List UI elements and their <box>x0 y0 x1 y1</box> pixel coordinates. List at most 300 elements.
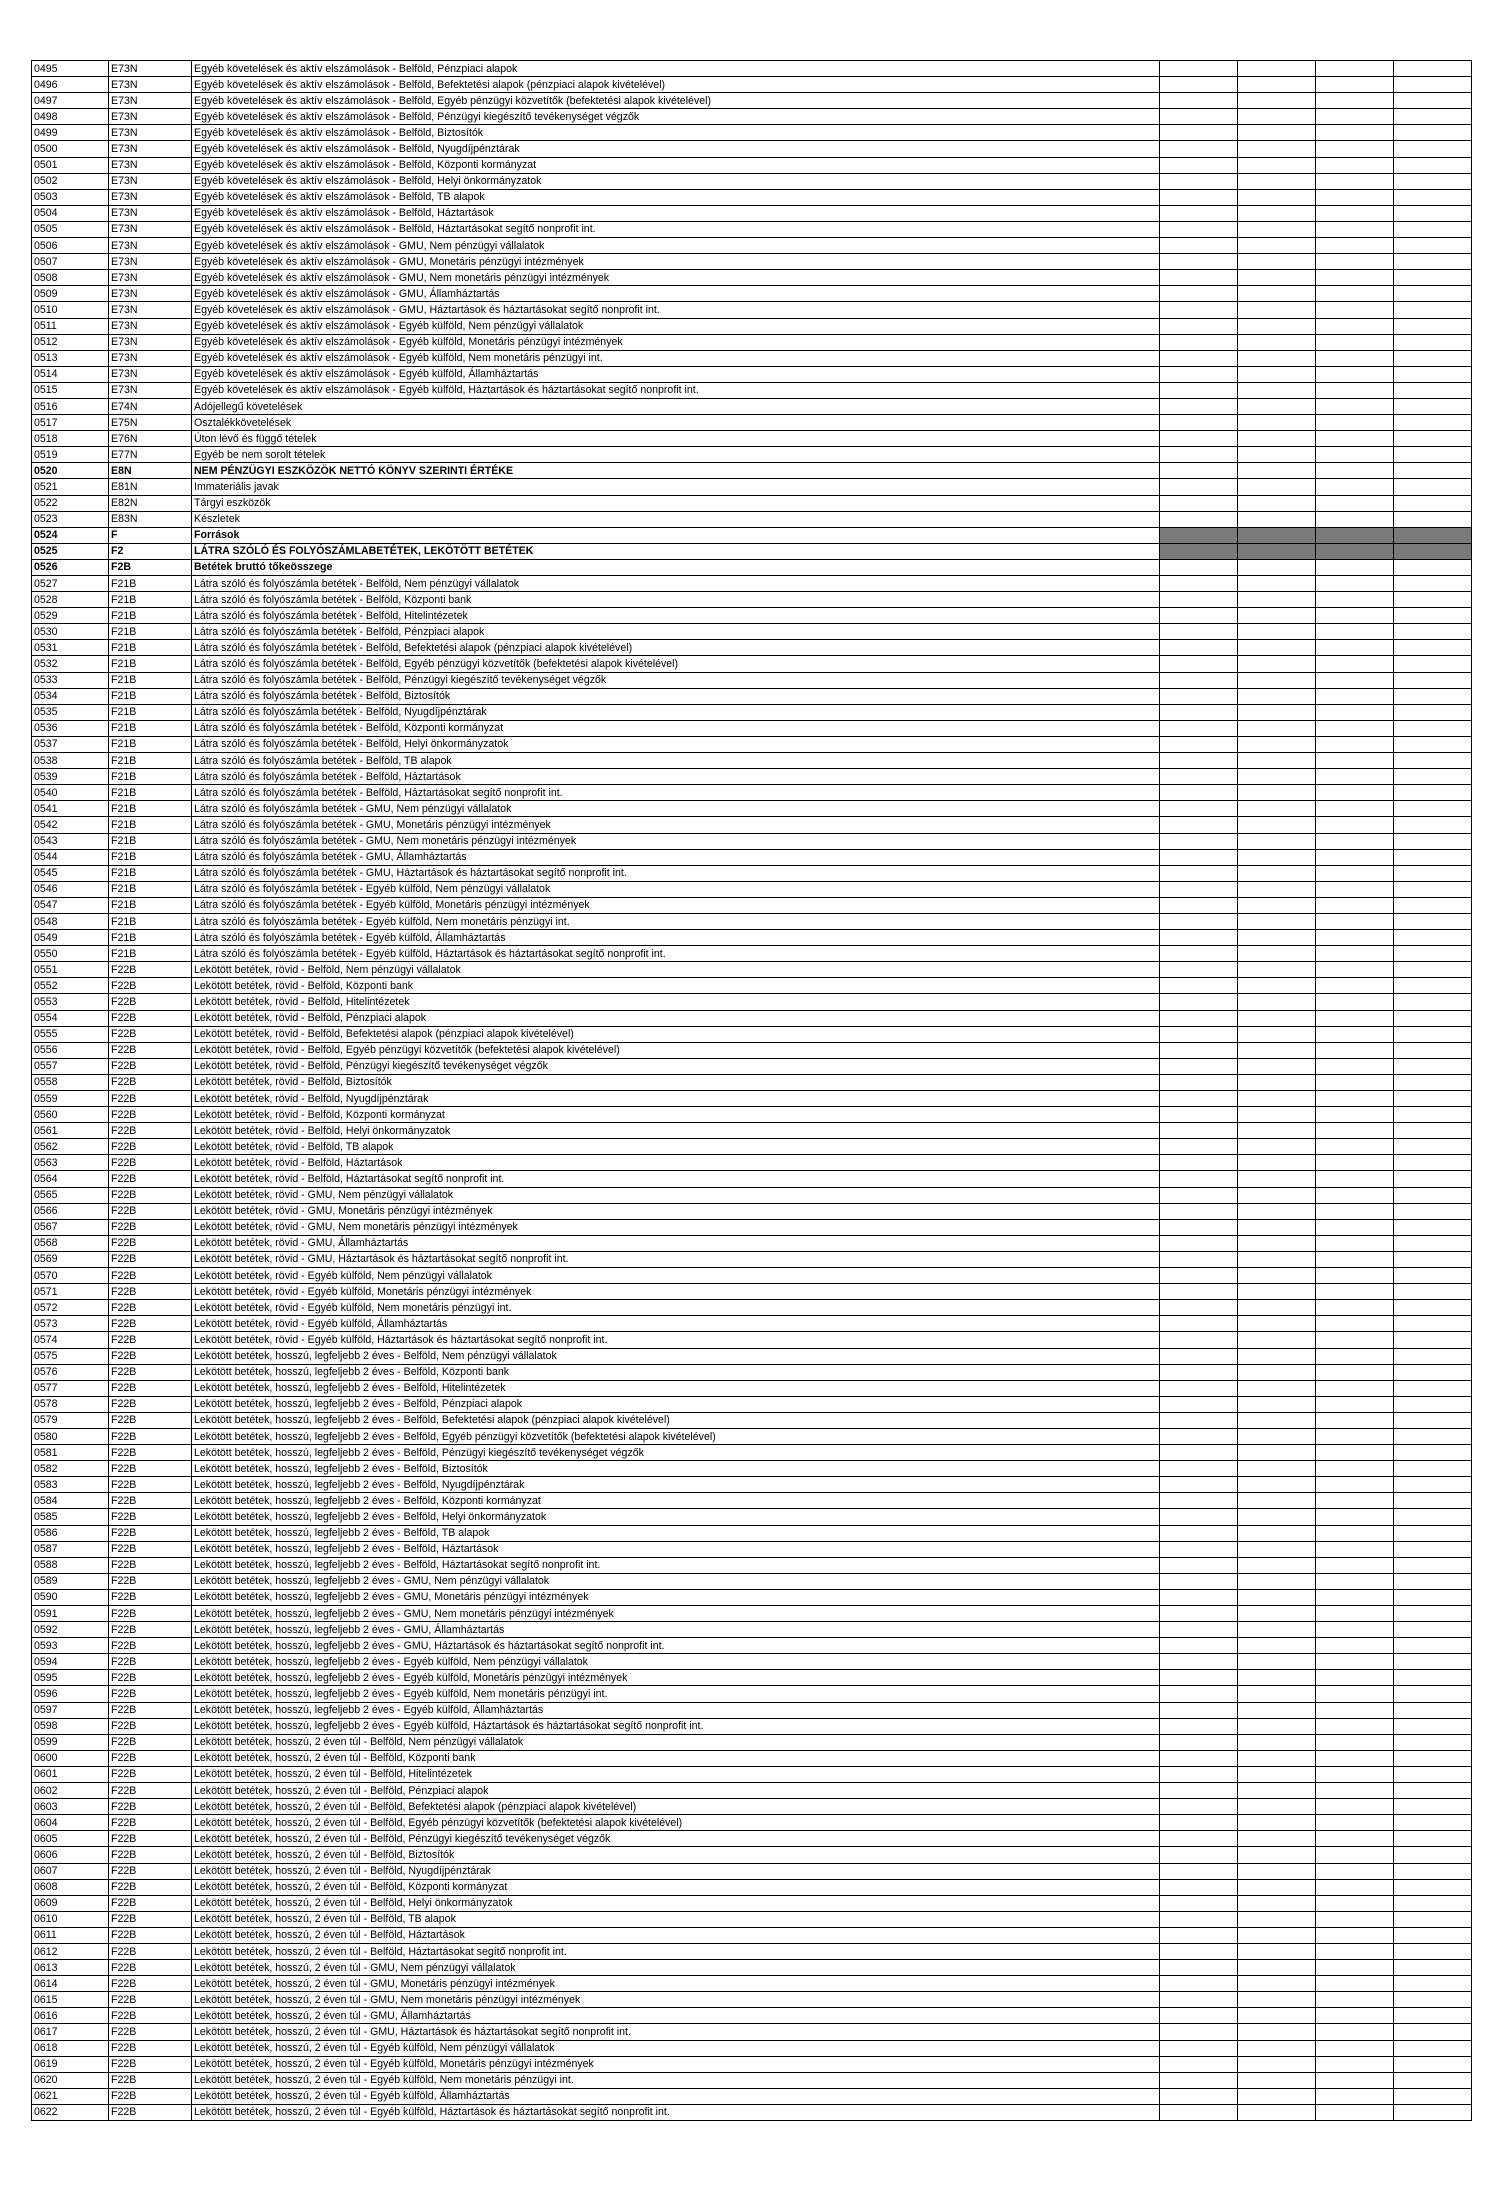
value-cell-1[interactable] <box>1160 431 1238 447</box>
value-cell-3[interactable] <box>1316 157 1394 173</box>
value-cell-3[interactable] <box>1316 254 1394 270</box>
value-cell-2[interactable] <box>1238 946 1316 962</box>
value-cell-3[interactable] <box>1316 962 1394 978</box>
value-cell-4[interactable] <box>1394 1879 1472 1895</box>
value-cell-3[interactable] <box>1316 334 1394 350</box>
value-cell-4[interactable] <box>1394 1026 1472 1042</box>
value-cell-4[interactable] <box>1394 2088 1472 2104</box>
value-cell-3[interactable] <box>1316 865 1394 881</box>
value-cell-1[interactable] <box>1160 1493 1238 1509</box>
value-cell-3[interactable] <box>1316 61 1394 77</box>
value-cell-3[interactable] <box>1316 1139 1394 1155</box>
value-cell-2[interactable] <box>1238 1654 1316 1670</box>
value-cell-2[interactable] <box>1238 495 1316 511</box>
value-cell-1[interactable] <box>1160 1300 1238 1316</box>
value-cell-4[interactable] <box>1394 125 1472 141</box>
value-cell-3[interactable] <box>1316 656 1394 672</box>
value-cell-3[interactable] <box>1316 447 1394 463</box>
value-cell-3[interactable] <box>1316 527 1394 543</box>
value-cell-2[interactable] <box>1238 1139 1316 1155</box>
value-cell-1[interactable] <box>1160 881 1238 897</box>
value-cell-4[interactable] <box>1394 1058 1472 1074</box>
value-cell-3[interactable] <box>1316 1235 1394 1251</box>
value-cell-3[interactable] <box>1316 1348 1394 1364</box>
value-cell-2[interactable] <box>1238 318 1316 334</box>
value-cell-4[interactable] <box>1394 785 1472 801</box>
value-cell-2[interactable] <box>1238 61 1316 77</box>
value-cell-1[interactable] <box>1160 1380 1238 1396</box>
value-cell-2[interactable] <box>1238 1300 1316 1316</box>
value-cell-2[interactable] <box>1238 350 1316 366</box>
value-cell-4[interactable] <box>1394 318 1472 334</box>
value-cell-4[interactable] <box>1394 2024 1472 2040</box>
value-cell-3[interactable] <box>1316 238 1394 254</box>
value-cell-1[interactable] <box>1160 1364 1238 1380</box>
value-cell-3[interactable] <box>1316 302 1394 318</box>
value-cell-1[interactable] <box>1160 1589 1238 1605</box>
value-cell-3[interactable] <box>1316 1412 1394 1428</box>
value-cell-4[interactable] <box>1394 1927 1472 1943</box>
value-cell-4[interactable] <box>1394 415 1472 431</box>
value-cell-3[interactable] <box>1316 576 1394 592</box>
value-cell-1[interactable] <box>1160 1799 1238 1815</box>
value-cell-2[interactable] <box>1238 302 1316 318</box>
value-cell-2[interactable] <box>1238 1879 1316 1895</box>
value-cell-4[interactable] <box>1394 576 1472 592</box>
value-cell-1[interactable] <box>1160 1557 1238 1573</box>
value-cell-1[interactable] <box>1160 672 1238 688</box>
value-cell-1[interactable] <box>1160 543 1238 559</box>
value-cell-4[interactable] <box>1394 1412 1472 1428</box>
value-cell-2[interactable] <box>1238 238 1316 254</box>
value-cell-4[interactable] <box>1394 881 1472 897</box>
value-cell-3[interactable] <box>1316 2072 1394 2088</box>
value-cell-1[interactable] <box>1160 1638 1238 1654</box>
value-cell-2[interactable] <box>1238 1702 1316 1718</box>
value-cell-4[interactable] <box>1394 1654 1472 1670</box>
value-cell-2[interactable] <box>1238 608 1316 624</box>
value-cell-2[interactable] <box>1238 624 1316 640</box>
value-cell-2[interactable] <box>1238 1960 1316 1976</box>
value-cell-2[interactable] <box>1238 1171 1316 1187</box>
value-cell-4[interactable] <box>1394 1428 1472 1444</box>
value-cell-1[interactable] <box>1160 254 1238 270</box>
value-cell-2[interactable] <box>1238 1428 1316 1444</box>
value-cell-3[interactable] <box>1316 1766 1394 1782</box>
value-cell-2[interactable] <box>1238 1525 1316 1541</box>
value-cell-4[interactable] <box>1394 1863 1472 1879</box>
value-cell-2[interactable] <box>1238 688 1316 704</box>
value-cell-3[interactable] <box>1316 1380 1394 1396</box>
value-cell-2[interactable] <box>1238 1573 1316 1589</box>
value-cell-2[interactable] <box>1238 1380 1316 1396</box>
value-cell-3[interactable] <box>1316 431 1394 447</box>
value-cell-4[interactable] <box>1394 141 1472 157</box>
value-cell-1[interactable] <box>1160 1606 1238 1622</box>
value-cell-1[interactable] <box>1160 897 1238 913</box>
value-cell-3[interactable] <box>1316 1042 1394 1058</box>
value-cell-4[interactable] <box>1394 254 1472 270</box>
value-cell-2[interactable] <box>1238 1943 1316 1959</box>
value-cell-3[interactable] <box>1316 1107 1394 1123</box>
value-cell-3[interactable] <box>1316 415 1394 431</box>
value-cell-1[interactable] <box>1160 1783 1238 1799</box>
value-cell-3[interactable] <box>1316 1445 1394 1461</box>
value-cell-3[interactable] <box>1316 1911 1394 1927</box>
value-cell-2[interactable] <box>1238 1187 1316 1203</box>
value-cell-2[interactable] <box>1238 913 1316 929</box>
value-cell-2[interactable] <box>1238 801 1316 817</box>
value-cell-1[interactable] <box>1160 1525 1238 1541</box>
value-cell-4[interactable] <box>1394 1107 1472 1123</box>
value-cell-3[interactable] <box>1316 1927 1394 1943</box>
value-cell-2[interactable] <box>1238 785 1316 801</box>
value-cell-1[interactable] <box>1160 1461 1238 1477</box>
value-cell-3[interactable] <box>1316 1428 1394 1444</box>
value-cell-2[interactable] <box>1238 769 1316 785</box>
value-cell-2[interactable] <box>1238 1638 1316 1654</box>
value-cell-2[interactable] <box>1238 1412 1316 1428</box>
value-cell-1[interactable] <box>1160 1815 1238 1831</box>
value-cell-1[interactable] <box>1160 286 1238 302</box>
value-cell-2[interactable] <box>1238 1541 1316 1557</box>
value-cell-4[interactable] <box>1394 1364 1472 1380</box>
value-cell-3[interactable] <box>1316 2104 1394 2120</box>
value-cell-1[interactable] <box>1160 1734 1238 1750</box>
value-cell-3[interactable] <box>1316 543 1394 559</box>
value-cell-3[interactable] <box>1316 366 1394 382</box>
value-cell-3[interactable] <box>1316 897 1394 913</box>
value-cell-1[interactable] <box>1160 238 1238 254</box>
value-cell-3[interactable] <box>1316 125 1394 141</box>
value-cell-2[interactable] <box>1238 1557 1316 1573</box>
value-cell-2[interactable] <box>1238 1493 1316 1509</box>
value-cell-4[interactable] <box>1394 1445 1472 1461</box>
value-cell-1[interactable] <box>1160 962 1238 978</box>
value-cell-1[interactable] <box>1160 913 1238 929</box>
value-cell-3[interactable] <box>1316 270 1394 286</box>
value-cell-1[interactable] <box>1160 2024 1238 2040</box>
value-cell-4[interactable] <box>1394 1686 1472 1702</box>
value-cell-4[interactable] <box>1394 109 1472 125</box>
value-cell-2[interactable] <box>1238 1927 1316 1943</box>
value-cell-4[interactable] <box>1394 350 1472 366</box>
value-cell-2[interactable] <box>1238 704 1316 720</box>
value-cell-2[interactable] <box>1238 382 1316 398</box>
value-cell-1[interactable] <box>1160 173 1238 189</box>
value-cell-1[interactable] <box>1160 640 1238 656</box>
value-cell-2[interactable] <box>1238 1316 1316 1332</box>
value-cell-1[interactable] <box>1160 318 1238 334</box>
value-cell-3[interactable] <box>1316 2024 1394 2040</box>
value-cell-1[interactable] <box>1160 559 1238 575</box>
value-cell-4[interactable] <box>1394 592 1472 608</box>
value-cell-1[interactable] <box>1160 1251 1238 1267</box>
value-cell-1[interactable] <box>1160 1670 1238 1686</box>
value-cell-4[interactable] <box>1394 238 1472 254</box>
value-cell-2[interactable] <box>1238 1155 1316 1171</box>
value-cell-2[interactable] <box>1238 2008 1316 2024</box>
value-cell-1[interactable] <box>1160 1428 1238 1444</box>
value-cell-4[interactable] <box>1394 1670 1472 1686</box>
value-cell-4[interactable] <box>1394 189 1472 205</box>
value-cell-3[interactable] <box>1316 1573 1394 1589</box>
value-cell-2[interactable] <box>1238 736 1316 752</box>
value-cell-2[interactable] <box>1238 897 1316 913</box>
value-cell-3[interactable] <box>1316 1992 1394 2008</box>
value-cell-4[interactable] <box>1394 1911 1472 1927</box>
value-cell-1[interactable] <box>1160 93 1238 109</box>
value-cell-1[interactable] <box>1160 270 1238 286</box>
value-cell-1[interactable] <box>1160 1879 1238 1895</box>
value-cell-4[interactable] <box>1394 1638 1472 1654</box>
value-cell-3[interactable] <box>1316 753 1394 769</box>
value-cell-1[interactable] <box>1160 1171 1238 1187</box>
value-cell-1[interactable] <box>1160 865 1238 881</box>
value-cell-4[interactable] <box>1394 1396 1472 1412</box>
value-cell-1[interactable] <box>1160 398 1238 414</box>
value-cell-1[interactable] <box>1160 736 1238 752</box>
value-cell-2[interactable] <box>1238 2088 1316 2104</box>
value-cell-4[interactable] <box>1394 672 1472 688</box>
value-cell-3[interactable] <box>1316 1284 1394 1300</box>
value-cell-4[interactable] <box>1394 1235 1472 1251</box>
value-cell-3[interactable] <box>1316 849 1394 865</box>
value-cell-1[interactable] <box>1160 1412 1238 1428</box>
value-cell-4[interactable] <box>1394 1300 1472 1316</box>
value-cell-4[interactable] <box>1394 1171 1472 1187</box>
value-cell-3[interactable] <box>1316 994 1394 1010</box>
value-cell-3[interactable] <box>1316 978 1394 994</box>
value-cell-4[interactable] <box>1394 382 1472 398</box>
value-cell-1[interactable] <box>1160 1091 1238 1107</box>
value-cell-1[interactable] <box>1160 656 1238 672</box>
value-cell-2[interactable] <box>1238 2072 1316 2088</box>
value-cell-3[interactable] <box>1316 1010 1394 1026</box>
value-cell-4[interactable] <box>1394 753 1472 769</box>
value-cell-4[interactable] <box>1394 1799 1472 1815</box>
value-cell-2[interactable] <box>1238 1750 1316 1766</box>
value-cell-2[interactable] <box>1238 93 1316 109</box>
value-cell-3[interactable] <box>1316 1960 1394 1976</box>
value-cell-1[interactable] <box>1160 1235 1238 1251</box>
value-cell-1[interactable] <box>1160 785 1238 801</box>
value-cell-4[interactable] <box>1394 495 1472 511</box>
value-cell-4[interactable] <box>1394 1139 1472 1155</box>
value-cell-2[interactable] <box>1238 2024 1316 2040</box>
value-cell-4[interactable] <box>1394 77 1472 93</box>
value-cell-1[interactable] <box>1160 576 1238 592</box>
value-cell-1[interactable] <box>1160 1155 1238 1171</box>
value-cell-1[interactable] <box>1160 946 1238 962</box>
value-cell-4[interactable] <box>1394 962 1472 978</box>
value-cell-1[interactable] <box>1160 1219 1238 1235</box>
value-cell-2[interactable] <box>1238 1461 1316 1477</box>
value-cell-4[interactable] <box>1394 1268 1472 1284</box>
value-cell-3[interactable] <box>1316 1123 1394 1139</box>
value-cell-2[interactable] <box>1238 1622 1316 1638</box>
value-cell-3[interactable] <box>1316 720 1394 736</box>
value-cell-3[interactable] <box>1316 1493 1394 1509</box>
value-cell-4[interactable] <box>1394 1203 1472 1219</box>
value-cell-4[interactable] <box>1394 1251 1472 1267</box>
value-cell-2[interactable] <box>1238 994 1316 1010</box>
value-cell-2[interactable] <box>1238 640 1316 656</box>
value-cell-4[interactable] <box>1394 930 1472 946</box>
value-cell-2[interactable] <box>1238 1847 1316 1863</box>
value-cell-3[interactable] <box>1316 881 1394 897</box>
value-cell-1[interactable] <box>1160 1992 1238 2008</box>
value-cell-1[interactable] <box>1160 350 1238 366</box>
value-cell-3[interactable] <box>1316 463 1394 479</box>
value-cell-1[interactable] <box>1160 511 1238 527</box>
value-cell-1[interactable] <box>1160 801 1238 817</box>
value-cell-1[interactable] <box>1160 1509 1238 1525</box>
value-cell-3[interactable] <box>1316 1316 1394 1332</box>
value-cell-1[interactable] <box>1160 1107 1238 1123</box>
value-cell-2[interactable] <box>1238 1058 1316 1074</box>
value-cell-2[interactable] <box>1238 1831 1316 1847</box>
value-cell-4[interactable] <box>1394 1960 1472 1976</box>
value-cell-1[interactable] <box>1160 1622 1238 1638</box>
value-cell-2[interactable] <box>1238 1589 1316 1605</box>
value-cell-1[interactable] <box>1160 688 1238 704</box>
value-cell-1[interactable] <box>1160 833 1238 849</box>
value-cell-4[interactable] <box>1394 93 1472 109</box>
value-cell-2[interactable] <box>1238 2056 1316 2072</box>
value-cell-3[interactable] <box>1316 930 1394 946</box>
value-cell-1[interactable] <box>1160 1268 1238 1284</box>
value-cell-2[interactable] <box>1238 125 1316 141</box>
value-cell-3[interactable] <box>1316 1219 1394 1235</box>
value-cell-3[interactable] <box>1316 511 1394 527</box>
value-cell-4[interactable] <box>1394 946 1472 962</box>
value-cell-2[interactable] <box>1238 334 1316 350</box>
value-cell-2[interactable] <box>1238 1332 1316 1348</box>
value-cell-4[interactable] <box>1394 2104 1472 2120</box>
value-cell-2[interactable] <box>1238 881 1316 897</box>
value-cell-3[interactable] <box>1316 785 1394 801</box>
value-cell-4[interactable] <box>1394 833 1472 849</box>
value-cell-2[interactable] <box>1238 1348 1316 1364</box>
value-cell-3[interactable] <box>1316 640 1394 656</box>
value-cell-3[interactable] <box>1316 1268 1394 1284</box>
value-cell-3[interactable] <box>1316 1074 1394 1090</box>
value-cell-1[interactable] <box>1160 1911 1238 1927</box>
value-cell-4[interactable] <box>1394 2040 1472 2056</box>
value-cell-3[interactable] <box>1316 173 1394 189</box>
value-cell-3[interactable] <box>1316 1557 1394 1573</box>
value-cell-4[interactable] <box>1394 978 1472 994</box>
value-cell-3[interactable] <box>1316 1976 1394 1992</box>
value-cell-4[interactable] <box>1394 1509 1472 1525</box>
value-cell-3[interactable] <box>1316 495 1394 511</box>
value-cell-2[interactable] <box>1238 1606 1316 1622</box>
value-cell-3[interactable] <box>1316 1702 1394 1718</box>
value-cell-2[interactable] <box>1238 1477 1316 1493</box>
value-cell-3[interactable] <box>1316 1332 1394 1348</box>
value-cell-1[interactable] <box>1160 1863 1238 1879</box>
value-cell-4[interactable] <box>1394 1895 1472 1911</box>
value-cell-4[interactable] <box>1394 173 1472 189</box>
value-cell-2[interactable] <box>1238 1107 1316 1123</box>
value-cell-2[interactable] <box>1238 463 1316 479</box>
value-cell-4[interactable] <box>1394 1219 1472 1235</box>
value-cell-1[interactable] <box>1160 1477 1238 1493</box>
value-cell-4[interactable] <box>1394 688 1472 704</box>
value-cell-1[interactable] <box>1160 495 1238 511</box>
value-cell-4[interactable] <box>1394 205 1472 221</box>
value-cell-1[interactable] <box>1160 2040 1238 2056</box>
value-cell-1[interactable] <box>1160 1123 1238 1139</box>
value-cell-3[interactable] <box>1316 1509 1394 1525</box>
value-cell-2[interactable] <box>1238 1042 1316 1058</box>
value-cell-3[interactable] <box>1316 1026 1394 1042</box>
value-cell-1[interactable] <box>1160 1010 1238 1026</box>
value-cell-3[interactable] <box>1316 1525 1394 1541</box>
value-cell-4[interactable] <box>1394 1380 1472 1396</box>
value-cell-3[interactable] <box>1316 801 1394 817</box>
value-cell-1[interactable] <box>1160 1766 1238 1782</box>
value-cell-2[interactable] <box>1238 559 1316 575</box>
value-cell-1[interactable] <box>1160 930 1238 946</box>
value-cell-2[interactable] <box>1238 1895 1316 1911</box>
value-cell-3[interactable] <box>1316 1171 1394 1187</box>
value-cell-2[interactable] <box>1238 1670 1316 1686</box>
value-cell-3[interactable] <box>1316 1815 1394 1831</box>
value-cell-3[interactable] <box>1316 318 1394 334</box>
value-cell-2[interactable] <box>1238 930 1316 946</box>
value-cell-3[interactable] <box>1316 77 1394 93</box>
value-cell-4[interactable] <box>1394 157 1472 173</box>
value-cell-1[interactable] <box>1160 302 1238 318</box>
value-cell-1[interactable] <box>1160 1316 1238 1332</box>
value-cell-4[interactable] <box>1394 1622 1472 1638</box>
value-cell-4[interactable] <box>1394 1123 1472 1139</box>
value-cell-4[interactable] <box>1394 1074 1472 1090</box>
value-cell-4[interactable] <box>1394 656 1472 672</box>
value-cell-1[interactable] <box>1160 1750 1238 1766</box>
value-cell-1[interactable] <box>1160 1654 1238 1670</box>
value-cell-1[interactable] <box>1160 366 1238 382</box>
value-cell-2[interactable] <box>1238 1718 1316 1734</box>
value-cell-1[interactable] <box>1160 1187 1238 1203</box>
value-cell-4[interactable] <box>1394 61 1472 77</box>
value-cell-3[interactable] <box>1316 1187 1394 1203</box>
value-cell-3[interactable] <box>1316 624 1394 640</box>
value-cell-2[interactable] <box>1238 1284 1316 1300</box>
value-cell-4[interactable] <box>1394 1010 1472 1026</box>
value-cell-3[interactable] <box>1316 1203 1394 1219</box>
value-cell-3[interactable] <box>1316 221 1394 237</box>
value-cell-4[interactable] <box>1394 286 1472 302</box>
value-cell-2[interactable] <box>1238 1026 1316 1042</box>
value-cell-1[interactable] <box>1160 77 1238 93</box>
value-cell-3[interactable] <box>1316 2088 1394 2104</box>
value-cell-2[interactable] <box>1238 1734 1316 1750</box>
value-cell-2[interactable] <box>1238 1783 1316 1799</box>
value-cell-3[interactable] <box>1316 109 1394 125</box>
value-cell-1[interactable] <box>1160 205 1238 221</box>
value-cell-4[interactable] <box>1394 1042 1472 1058</box>
value-cell-2[interactable] <box>1238 1799 1316 1815</box>
value-cell-2[interactable] <box>1238 865 1316 881</box>
value-cell-1[interactable] <box>1160 1139 1238 1155</box>
value-cell-4[interactable] <box>1394 1718 1472 1734</box>
value-cell-4[interactable] <box>1394 221 1472 237</box>
value-cell-4[interactable] <box>1394 527 1472 543</box>
value-cell-1[interactable] <box>1160 2088 1238 2104</box>
